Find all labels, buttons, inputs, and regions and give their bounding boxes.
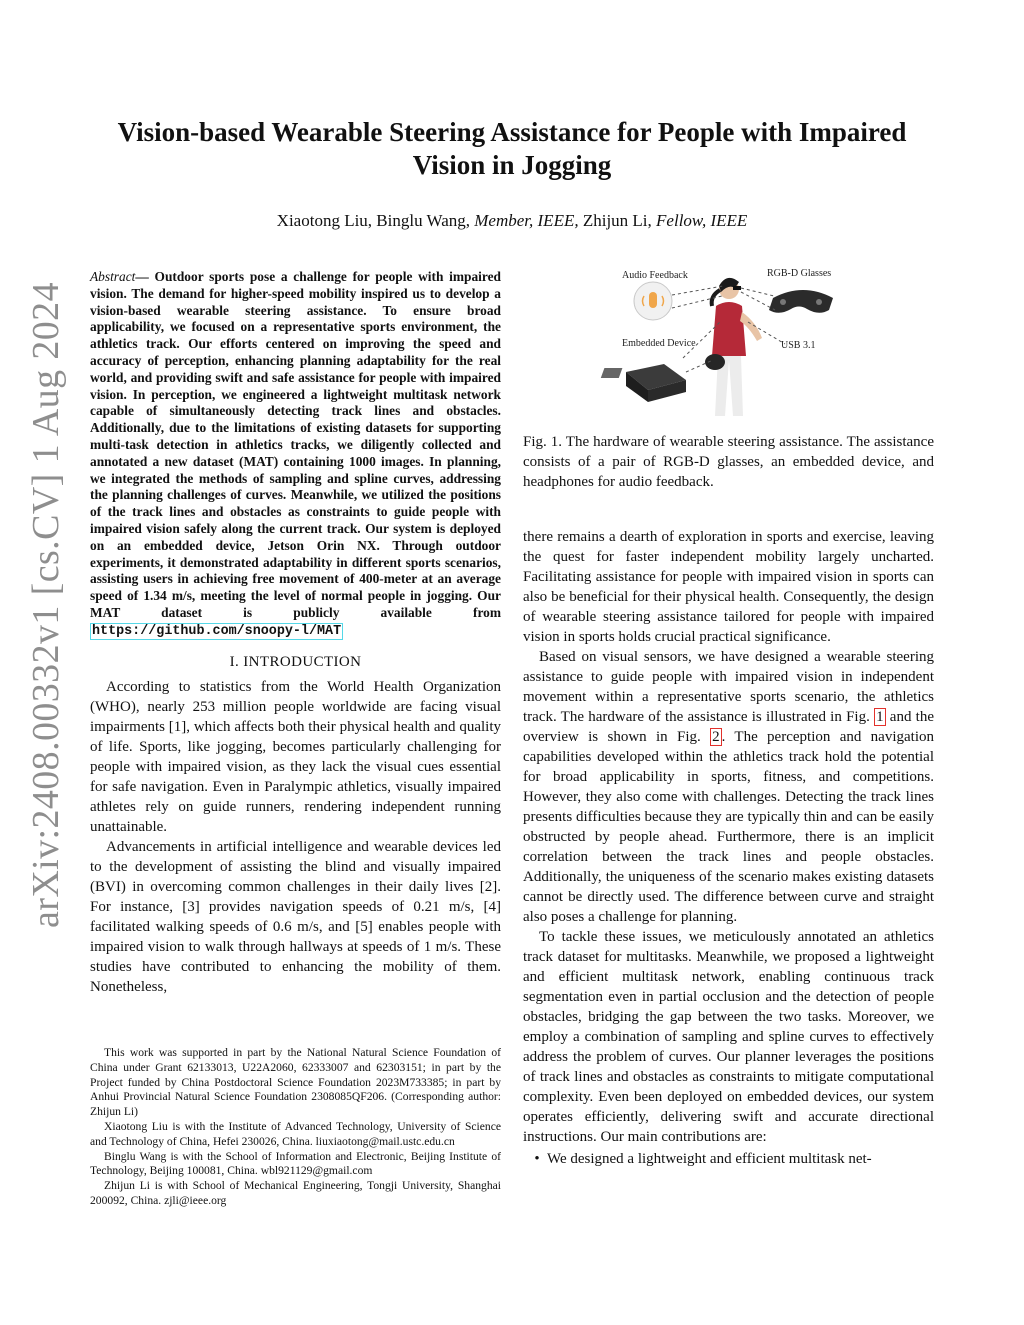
speaker-glyph: [649, 292, 657, 308]
right-paragraph-2-a: Based on visual sensors, we have designed a wearable steering assistance to guide people with impaired vision in independent movement within a representative sports scenario, the athletics track. The hardware of the assistance is illustrated in Fig.: [523, 649, 934, 725]
author-membership-2: Fellow, IEEE: [656, 211, 748, 230]
right-paragraph-1: there remains a dearth of exploration in sports and exercise, leaving the quest for faster independent mobility largely uncharted. Facilitating assistance for people with impaired vision in sports can also be beneficial for their physical health. Consequently, the design of wearable steering assistance tailored for people with impaired vision in sports holds crucial practical significance.: [523, 529, 934, 645]
footnote-funding: This work was supported in part by the National Natural Science Foundation of China under Grant 62133013, U22A2060, 62333007 and 62303151; in part by the Project funded by China Postdoctoral Science Foundation 2023M733385; in part by Anhui Provincial Natural Science Foundation 2308085QF206. (Corresponding author: Zhijun Li): [90, 1046, 501, 1119]
footnote-author-1: Xiaotong Liu is with the Institute of Advanced Technology, University of Science and Technology of China, Hefei 230026, China. liuxiaotong@mail.ustc.edu.cn: [90, 1119, 501, 1148]
author-names-2: Zhijun Li,: [578, 211, 657, 230]
right-paragraph-3: To tackle these issues, we meticulously annotated an athletics track dataset for multitasks. Meanwhile, we proposed a lightweight and efficient multitask network, enabling continuous track segmentation even in partial occlusion and the detection of people obstacles, bridging the gap between the two tasks. Moreover, we employ a combination of sampling and spline curves to effectively address the problem of curves. Our planner leverages the positions of track lines and obstacles as constraints to mitigate computational complexity. Even been deployed on embedded devices, our system operates efficiently, delivering swift and accurate directional instructions. Our main contributions are:: [523, 929, 934, 1145]
left-column: [90, 269, 501, 997]
figure-1-ref-link[interactable]: 1: [876, 709, 884, 725]
figure-1: [523, 262, 934, 422]
label-audio-feedback: Audio Feedback: [622, 270, 688, 281]
abstract-text: Outdoor sports pose a challenge for people with impaired vision. The demand for higher-speed mobility inspired us to develop a vision-based wearable steering assistance. To ensure broad applicability, we focused on a representative sports environment, the athletics track. Our efforts centered on improving the speed and accuracy of perception, enhancing planning adaptability for the real world, and providing swift and safe assistance for people with impaired vision. In perception, we engineered a lightweight multitask network capable of simultaneously detecting track lines and obstacles. Additionally, due to the limitations of existing datasets for supporting multi-task detection in athletics tracks, we diligently collected and annotated a new dataset (MAT) containing 1000 images. In planning, we integrated the methods of sampling and spline curves, addressing the planning challenges of curves. Meanwhile, we utilized the positions of the track lines and obstacles as constraints to guide people with impaired vision safely along the current track. Our system is deployed on an embedded device, Jetson Orin NX. Through outdoor experiments, it demonstrated adaptability in different sports scenarios, assisting users in achieving free movement of 400-meter at an average speed of 1.34 m/s, meeting the level of normal people in jogging. Our MAT dataset is publicly available from: [90, 269, 501, 620]
author-line: [90, 211, 934, 231]
rgbd-glasses-icon: [769, 290, 833, 313]
hardware-illustration: [523, 262, 934, 422]
abstract: [90, 269, 501, 641]
abstract-dash: —: [135, 269, 155, 284]
figure-2-ref-link[interactable]: 2: [712, 729, 720, 745]
bullet-dot: •: [534, 1151, 540, 1167]
paper-title: Vision-based Wearable Steering Assistance for People with Impaired Vision in Jogging: [117, 117, 907, 180]
author-names-1: Xiaotong Liu, Binglu Wang,: [276, 211, 475, 230]
label-usb: USB 3.1: [781, 340, 816, 351]
contribution-item: [523, 1149, 934, 1169]
intro-paragraph-1: According to statistics from the World Health Organization (WHO), nearly 253 million people worldwide are facing visual impairments [1], which affects both their physical health and quality of life. Sports, like jogging, becomes particularly challenging for people with impaired vision, as they lack the visual cues essential for safe navigation. Even in Paralympic athletics, visually impaired athletes rely on guide runners, rendering independent running unattainable.: [90, 678, 501, 835]
section-heading-introduction: I. INTRODUCTION: [229, 653, 362, 670]
label-embedded-device: Embedded Device: [622, 338, 696, 349]
footnote-author-3: Zhijun Li is with School of Mechanical Engineering, Tongji University, Shanghai 200092, China. zjli@ieee.org: [90, 1179, 501, 1207]
author-membership-1: Member, IEEE,: [474, 211, 579, 230]
footnote-author-2: Binglu Wang is with the School of Information and Electronic, Beijing Institute of Technology, Beijing 100081, China. wbl921129@gmail.com: [90, 1149, 501, 1178]
intro-paragraph-2: Advancements in artificial intelligence and wearable devices led to the development of assisting the blind and visually impaired (BVI) in overcoming common challenges in their daily lives [2]. For instance, [3] provides navigation speeds of 0.21 m/s, [4] facilitated walking speeds of 0.6 m/s, and [5] enables people with impaired vision to walk through hallways at speeds of 1 m/s. These studies have contributed to enhancing the mobility of them. Nonetheless,: [90, 838, 501, 995]
abstract-lead: Abstract: [90, 269, 136, 284]
embedded-device-icon: [601, 364, 686, 402]
right-paragraph-2-c: . The perception and navigation capabilities developed within the athletics track hold the potential for broad applicability in sports, fitness, and competitions. However, they also come with challenges. Detecting the track lines presents difficulties because they are typically thin and can be easily obstructed by people ahead. Furthermore, there is an implicit correlation between the track lines and people obstacles. Additionally, the uniqueness of the scenario makes existing datasets cannot be directly used. The difference between curve and straight also poses a challenge for planning.: [523, 729, 935, 925]
contribution-text-1: We designed a lightweight and efficient multitask net-: [547, 1151, 872, 1167]
right-paragraph-2: [523, 647, 934, 927]
right-column: [523, 262, 934, 492]
label-rgbd-glasses: RGB-D Glasses: [767, 268, 832, 279]
dataset-link[interactable]: https://github.com/snoopy-l/MAT: [92, 623, 342, 639]
right-body-text: [523, 527, 934, 1169]
figure-1-caption: Fig. 1. The hardware of wearable steering assistance. The assistance consists of a pair of RGB-D glasses, an embedded device, and headphones for audio feedback.: [523, 434, 934, 490]
arxiv-id: arXiv:2408.00332v1 [cs.CV] 1 Aug 2024: [25, 282, 67, 928]
right-paragraph-2-b: and the overview is shown in Fig.: [523, 709, 934, 745]
footnotes: [90, 1046, 501, 1209]
